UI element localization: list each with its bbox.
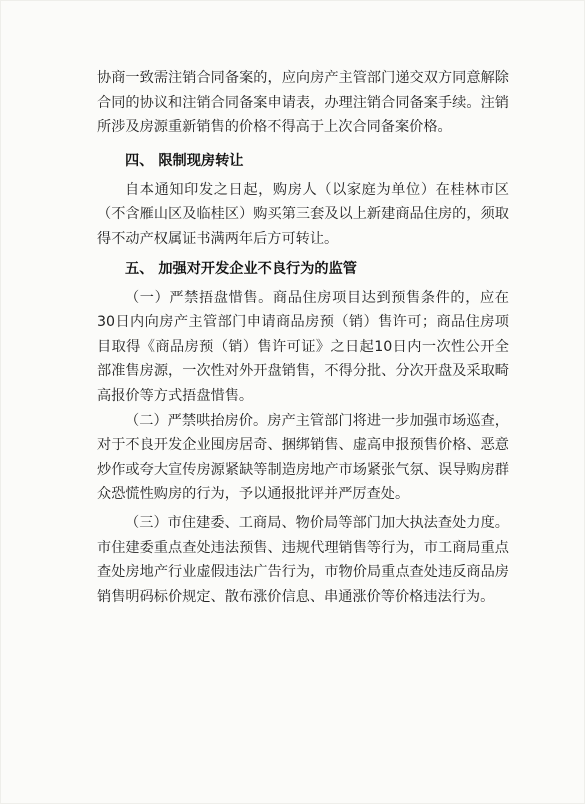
heading-section-5: 五、 加强对开发企业不良行为的监管 bbox=[125, 260, 357, 277]
paragraph-resale-restriction: 自本通知印发之日起，购房人（以家庭为单位）在桂林市区（不含雁山区及临桂区）购买第三套及以上新建商品住房的，须取得不动产权属证书满两年后方可转让。 bbox=[97, 181, 509, 247]
heading-section-4: 四、 限制现房转让 bbox=[125, 152, 244, 169]
paragraph-item-3: （三）市住建委、工商局、物价局等部门加大执法查处力度。市住建委重点查处违法预售、违规代理销售等行为，市工商局重点查处房地产行业虚假违法广告行为，市物价局重点查处违反商品房销售明码标价规定、散布涨价信息、串通涨价等价格违法行为。 bbox=[97, 514, 509, 605]
paragraph-item-1: （一）严禁捂盘惜售。商品住房项目达到预售条件的，应在30日内向房产主管部门申请商品房预（销）售许可；商品住房项目取得《商品房预（销）售许可证》之日起10日内一次性公开全部准售房源，一次性对外开盘销售，不得分批、分次开盘及采取畸高报价等方式捂盘惜售。 bbox=[97, 289, 509, 404]
document-body bbox=[97, 66, 509, 609]
paragraph-contract-cancellation: 协商一致需注销合同备案的，应向房产主管部门递交双方同意解除合同的协议和注销合同备案申请表，办理注销合同备案手续。注销所涉及房源重新销售的价格不得高于上次合同备案价格。 bbox=[97, 70, 509, 136]
paragraph-item-2: （二）严禁哄抬房价。房产主管部门将进一步加强市场巡查，对于不良开发企业囤房居奇、捆绑销售、虚高申报预售价格、恶意炒作或夸大宣传房源紧缺等制造房地产市场紧张气氛、误导购房群众恐慌性购房的行为，予以通报批评并严厉查处。 bbox=[97, 412, 509, 503]
